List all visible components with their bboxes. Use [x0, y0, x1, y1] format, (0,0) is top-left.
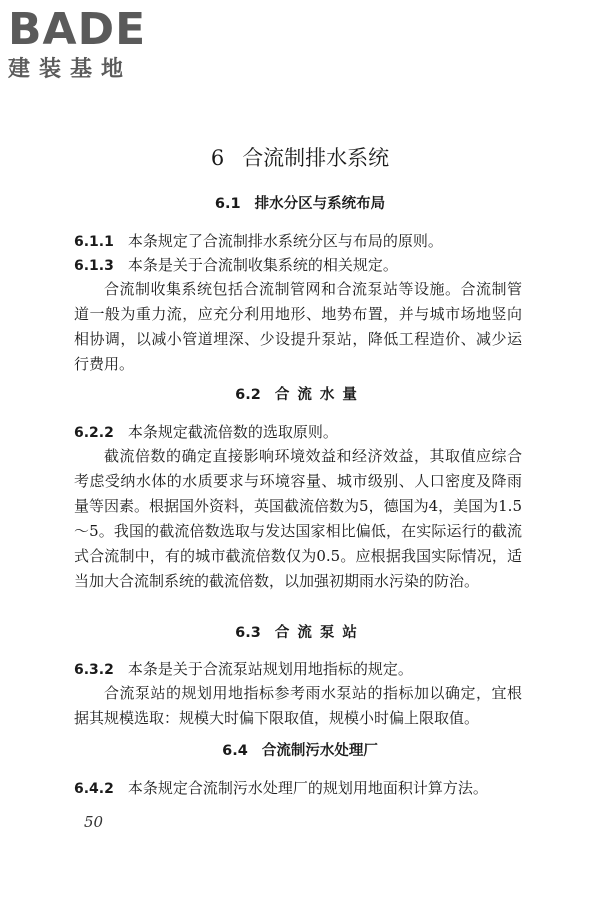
clause-text: 本条规定了合流制排水系统分区与布局的原则。: [127, 232, 443, 250]
section-number: 6.2: [235, 387, 261, 403]
clause-6-3-2: [74, 657, 534, 682]
paragraph-interception-ratio: 截流倍数的确定直接影响环境效益和经济效益，其取值应综合考虑受纳水体的水质要求与环境容量、城市级别、人口密度及降雨量等因素。根据国外资料，英国截流倍数为5，德国为4，美国为1.5～5。我国的截流倍数选取与发达国家相比偏低，在实际运行的截流式合流制中，有的城市截流倍数仅为0.5。应根据我国实际情况，适当加大合流制系统的截流倍数，以加强初期雨水污染的防治。: [74, 447, 522, 590]
logo-subtitle: 建装基地: [8, 57, 133, 82]
paragraph-pump-station: 合流泵站的规划用地指标参考雨水泵站的指标加以确定，宜根据其规模选取：规模大时偏下限取值，规模小时偏上限取值。: [74, 684, 522, 727]
section-title: 合流水量: [274, 387, 365, 403]
section-number: 6.3: [235, 625, 261, 641]
clause-6-2-2: [74, 420, 534, 445]
section-title: 排水分区与系统布局: [254, 196, 386, 212]
section-heading-6-2: [0, 384, 600, 406]
clause-6-1-3: [74, 253, 534, 278]
paragraph-collection-system: 合流制收集系统包括合流制管网和合流泵站等设施。合流制管道一般为重力流，应充分利用地形、地势布置，并与城市场地竖向相协调，以减小管道埋深、少设提升泵站，降低工程造价、减少运行费用。: [74, 280, 522, 373]
chapter-number: 6: [210, 146, 225, 170]
publisher-logo: [8, 6, 178, 84]
section-number: 6.1: [214, 196, 241, 212]
clause-text: 本条是关于合流制收集系统的相关规定。: [127, 256, 398, 274]
chapter-heading: [0, 143, 600, 173]
clause-text: 本条规定截流倍数的选取原则。: [127, 423, 338, 441]
clause-6-4-2: [74, 776, 534, 801]
logo-wordmark: BADE: [8, 4, 147, 55]
clause-number: 6.1.1: [74, 234, 114, 250]
clause-number: 6.1.3: [74, 258, 114, 274]
section-title: 合流泵站: [274, 625, 365, 641]
clause-text: 本条是关于合流泵站规划用地指标的规定。: [127, 660, 413, 678]
clause-text: 本条规定合流制污水处理厂的规划用地面积计算方法。: [127, 779, 488, 797]
section-heading-6-3: [0, 622, 600, 644]
clause-6-1-1: [74, 229, 534, 254]
chapter-title: 合流制排水系统: [242, 146, 390, 170]
clause-number: 6.4.2: [74, 781, 114, 797]
section-number: 6.4: [222, 743, 248, 759]
section-title: 合流制污水处理厂: [261, 743, 378, 759]
page-number: 50: [84, 813, 104, 831]
clause-number: 6.2.2: [74, 425, 114, 441]
section-heading-6-4: [0, 740, 600, 762]
section-heading-6-1: [0, 193, 600, 215]
clause-number: 6.3.2: [74, 662, 114, 678]
